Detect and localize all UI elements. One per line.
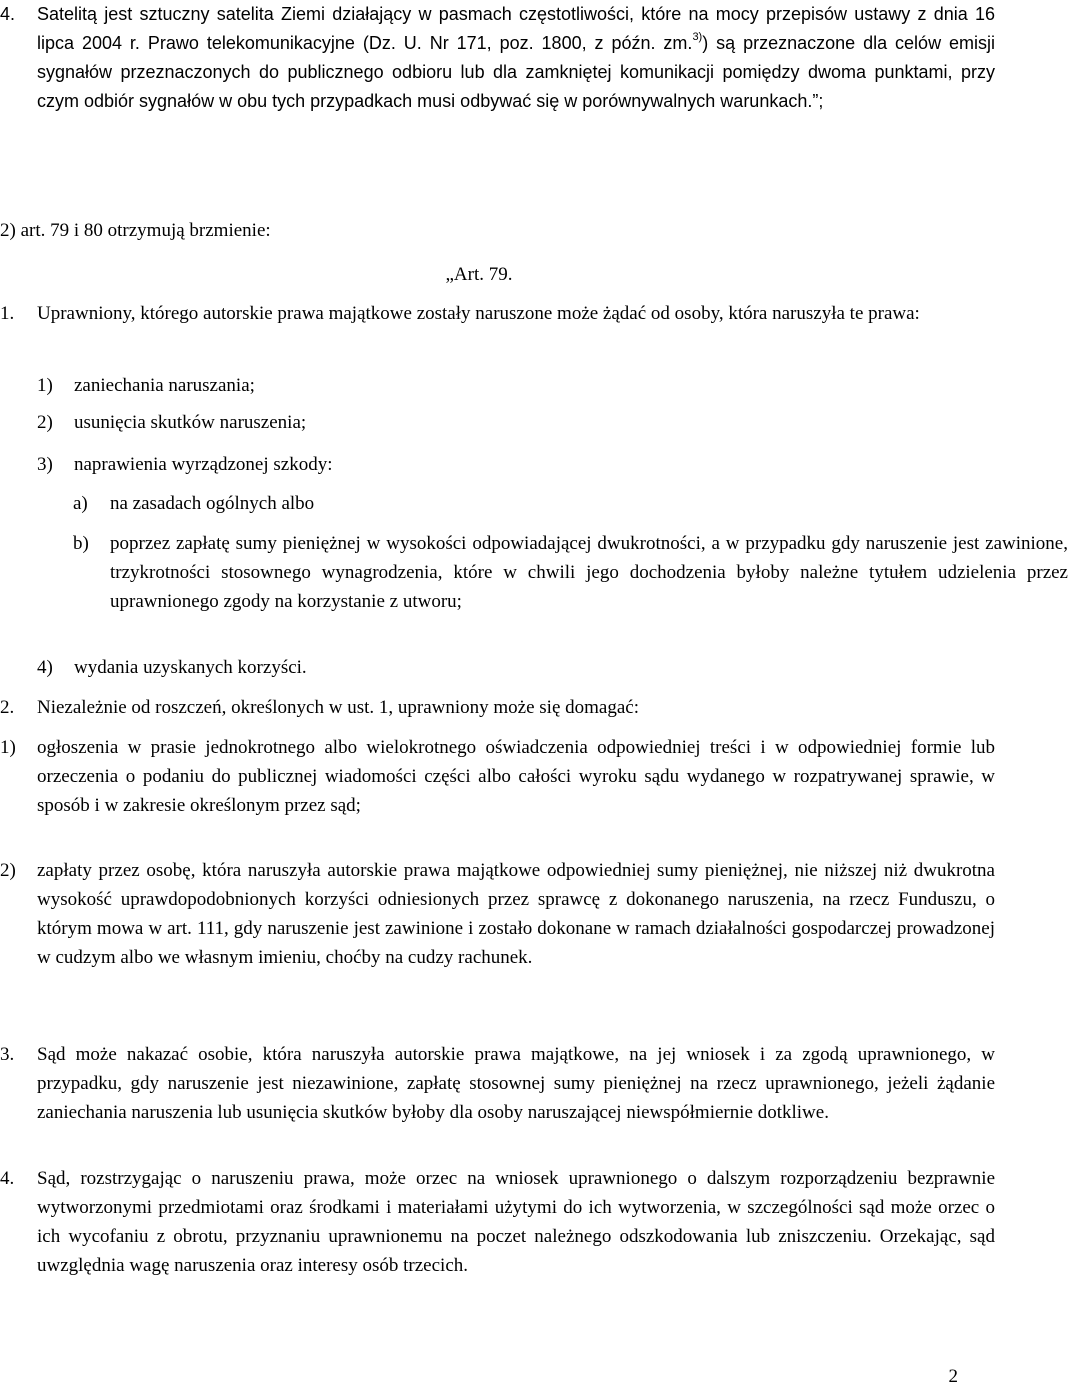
list-item-number: 2) (37, 412, 53, 433)
list-subitem-text: poprzez zapłatę sumy pieniężnej w wysokości odpowiadającej dwukrotności, a w przypadku gdy naruszenie jest zawinione, trzykrotności stosownego wynagrodzenia, które w chwili jego dochodzenia byłoby należne tytułem udzielenia przez uprawnionego zgody na korzystanie z utworu; (110, 533, 1068, 612)
para1-item-2 (0, 408, 1032, 437)
para1-item-3 (0, 450, 1032, 479)
para1-item-4 (0, 653, 1032, 682)
paragraph-1-number: 1. (0, 303, 15, 324)
list-subitem-text: na zasadach ogólnych albo (110, 493, 315, 514)
list-item-text: ogłoszenia w prasie jednokrotnego albo wielokrotnego oświadczenia odpowiedniej treści i w odpowiedniej formie lub orzeczenia o podaniu do publicznej wiadomości części albo całości wyroku sądu wydanego w rozpatrywanej sprawie, w sposób i w zakresie określonym przez sąd; (37, 737, 995, 816)
list-item-number: 1) (37, 375, 53, 396)
list-subitem-number: b) (73, 533, 89, 554)
paragraph-1 (0, 299, 995, 328)
footnote-ref: 3) (692, 31, 703, 43)
list-item-number: 1) (0, 737, 16, 758)
item-4-text-a: Satelitą jest sztuczny satelita Ziemi działający w pasmach częstotliwości, które na mocy przepisów ustawy z dnia 16 lipca 2004 r. Prawo telekomunikacyjne (Dz. U. Nr 171, poz. 1800, z późn. zm. (37, 4, 995, 53)
paragraph-4 (0, 1164, 995, 1280)
para2-item-2 (0, 856, 995, 972)
paragraph-3-number: 3. (0, 1044, 15, 1065)
amendment-intro: 2) art. 79 i 80 otrzymują brzmienie: (0, 220, 271, 241)
paragraph-1-text: Uprawniony, którego autorskie prawa majątkowe zostały naruszone może żądać od osoby, która naruszyła te prawa: (37, 303, 920, 324)
paragraph-2 (0, 693, 995, 722)
list-item-text: wydania uzyskanych korzyści. (74, 657, 307, 678)
article-heading: „Art. 79. (445, 264, 513, 285)
paragraph-2-text: Niezależnie od roszczeń, określonych w ust. 1, uprawniony może się domagać: (37, 697, 639, 718)
para1-subitem-b (0, 529, 1068, 616)
page-number: 2 (948, 1366, 958, 1387)
list-item-text: zapłaty przez osobę, która naruszyła autorskie prawa majątkowe odpowiedniej sumy pieniężnej, nie niższej niż dwukrotna wysokość uprawdopodobnionych korzyści odniesionych przez sprawcę z dokonanego naruszenia, na rzecz Funduszu, o którym mowa w art. 111, gdy naruszenie jest zawinione i zostało dokonane w ramach działalności gospodarczej prowadzonej w cudzym albo we własnym imieniu, choćby na cudzy rachunek. (37, 860, 995, 968)
list-item-number: 2) (0, 860, 16, 881)
paragraph-3 (0, 1040, 995, 1127)
item-4-text-b: ) są przeznaczone dla celów emisji sygnałów przeznaczonych do publicznego odbioru lub dla zamkniętej komunikacji pomiędzy dwoma punktami, przy czym odbiór sygnałów w obu tych przypadkach musi odbywać się w porównywalnych warunkach.”; (37, 33, 996, 111)
list-item-text: naprawienia wyrządzonej szkody: (74, 454, 333, 475)
list-item-text: zaniechania naruszania; (74, 375, 255, 396)
list-item-number: 3) (37, 454, 53, 475)
paragraph-4-text: Sąd, rozstrzygając o naruszeniu prawa, może orzec na wniosek uprawnionego o dalszym rozporządzeniu bezprawnie wytworzonymi przedmiotami oraz środkami i materiałami użytymi do ich wytworzenia, w szczególności sąd może orzec o ich wycofaniu z obrotu, przyznaniu uprawnionemu na poczet należnego odszkodowania lub zniszczeniu. Orzekając, sąd uwzględnia wagę naruszenia oraz interesy osób trzecich. (37, 1168, 995, 1276)
paragraph-4-number: 4. (0, 1168, 15, 1189)
para2-item-1 (0, 733, 995, 820)
list-item-number: 4) (37, 657, 53, 678)
para1-subitem-a (0, 489, 1068, 518)
item-4-number: 4. (0, 4, 16, 24)
list-subitem-number: a) (73, 493, 88, 514)
paragraph-2-number: 2. (0, 697, 15, 718)
list-item-text: usunięcia skutków naruszenia; (74, 412, 307, 433)
item-4-definition (0, 0, 995, 116)
para1-item-1 (0, 371, 1032, 400)
paragraph-3-text: Sąd może nakazać osobie, która naruszyła autorskie prawa majątkowe, na jej wniosek i za zgodą uprawnionego, w przypadku, gdy naruszenie jest niezawinione, zapłatę stosownej sumy pieniężnej na rzecz uprawnionego, jeżeli żądanie zaniechania naruszenia lub usunięcia skutków byłoby dla osoby naruszającej niewspółmiernie dotkliwe. (37, 1044, 995, 1123)
